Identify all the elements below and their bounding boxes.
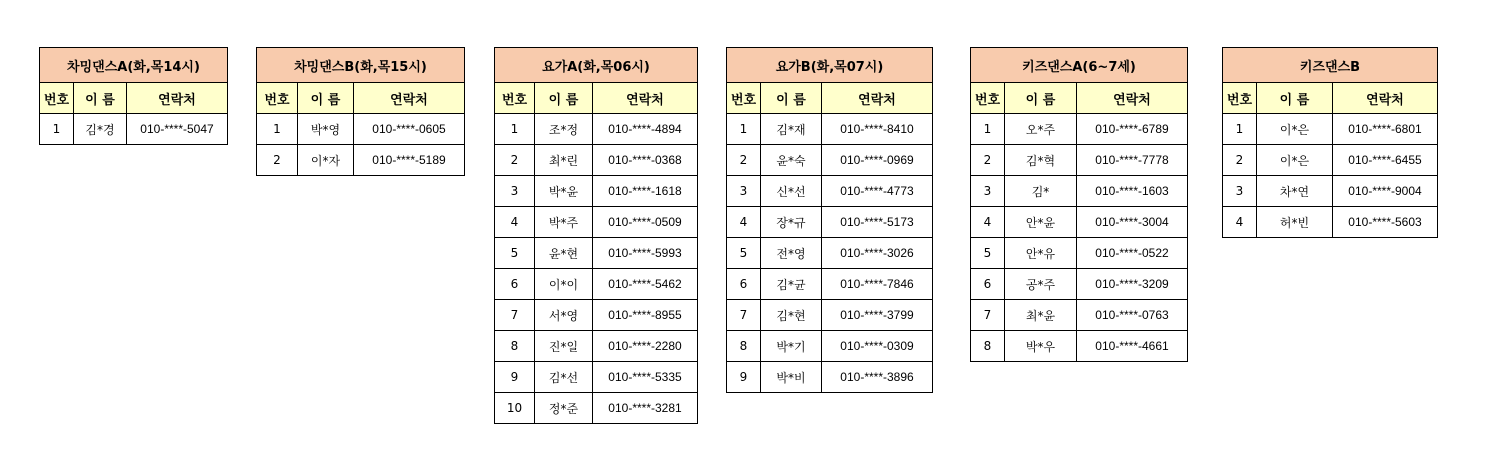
cell-name: 박*비 xyxy=(761,362,822,393)
cell-contact: 010-****-7846 xyxy=(822,269,933,300)
cell-contact: 010-****-6455 xyxy=(1333,145,1438,176)
cell-name: 김* xyxy=(1005,176,1077,207)
table-row xyxy=(1223,176,1438,207)
table-title: 키즈댄스B xyxy=(1223,48,1438,83)
cell-number: 8 xyxy=(495,331,535,362)
cell-number: 8 xyxy=(727,331,761,362)
class-table xyxy=(39,47,228,145)
cell-contact: 010-****-1618 xyxy=(593,176,698,207)
cell-contact: 010-****-8955 xyxy=(593,300,698,331)
header-name: 이 름 xyxy=(761,83,822,114)
header-contact: 연락처 xyxy=(822,83,933,114)
table-row xyxy=(727,331,933,362)
cell-number: 3 xyxy=(971,176,1005,207)
table-row xyxy=(495,207,698,238)
cell-number: 4 xyxy=(971,207,1005,238)
cell-contact: 010-****-9004 xyxy=(1333,176,1438,207)
cell-number: 2 xyxy=(727,145,761,176)
table-row xyxy=(40,114,228,145)
cell-name: 박*기 xyxy=(761,331,822,362)
cell-name: 전*영 xyxy=(761,238,822,269)
table-row xyxy=(1223,207,1438,238)
cell-number: 3 xyxy=(1223,176,1257,207)
table-row xyxy=(495,238,698,269)
cell-number: 2 xyxy=(971,145,1005,176)
table-row xyxy=(727,145,933,176)
class-table xyxy=(1222,47,1438,238)
table-row xyxy=(495,300,698,331)
cell-contact: 010-****-8410 xyxy=(822,114,933,145)
header-name: 이 름 xyxy=(535,83,593,114)
table-row xyxy=(971,114,1188,145)
cell-contact: 010-****-0605 xyxy=(354,114,465,145)
cell-name: 안*윤 xyxy=(1005,207,1077,238)
header-number: 번호 xyxy=(971,83,1005,114)
table-title: 키즈댄스A(6~7세) xyxy=(971,48,1188,83)
cell-contact: 010-****-6789 xyxy=(1077,114,1188,145)
class-table xyxy=(256,47,465,176)
cell-name: 정*준 xyxy=(535,393,593,424)
cell-contact: 010-****-5993 xyxy=(593,238,698,269)
cell-number: 1 xyxy=(971,114,1005,145)
table-title: 차밍댄스A(화,목14시) xyxy=(40,48,228,83)
table-row xyxy=(727,114,933,145)
table-row xyxy=(971,331,1188,362)
cell-number: 8 xyxy=(971,331,1005,362)
table-row xyxy=(495,269,698,300)
cell-name: 윤*숙 xyxy=(761,145,822,176)
table-row xyxy=(495,114,698,145)
table-row xyxy=(971,300,1188,331)
table-row xyxy=(971,269,1188,300)
header-contact: 연락처 xyxy=(354,83,465,114)
cell-name: 박*우 xyxy=(1005,331,1077,362)
cell-name: 서*영 xyxy=(535,300,593,331)
cell-number: 5 xyxy=(727,238,761,269)
cell-contact: 010-****-1603 xyxy=(1077,176,1188,207)
cell-number: 7 xyxy=(971,300,1005,331)
header-number: 번호 xyxy=(40,83,74,114)
cell-number: 2 xyxy=(495,145,535,176)
cell-contact: 010-****-0522 xyxy=(1077,238,1188,269)
cell-name: 김*선 xyxy=(535,362,593,393)
table-row xyxy=(1223,145,1438,176)
cell-number: 3 xyxy=(495,176,535,207)
cell-contact: 010-****-0368 xyxy=(593,145,698,176)
cell-name: 차*연 xyxy=(1257,176,1333,207)
table-title: 차밍댄스B(화,목15시) xyxy=(257,48,465,83)
cell-name: 김*재 xyxy=(761,114,822,145)
cell-name: 허*빈 xyxy=(1257,207,1333,238)
cell-contact: 010-****-3026 xyxy=(822,238,933,269)
header-number: 번호 xyxy=(727,83,761,114)
cell-contact: 010-****-5335 xyxy=(593,362,698,393)
cell-number: 10 xyxy=(495,393,535,424)
class-table xyxy=(726,47,933,393)
cell-name: 김*현 xyxy=(761,300,822,331)
cell-contact: 010-****-0763 xyxy=(1077,300,1188,331)
cell-contact: 010-****-4773 xyxy=(822,176,933,207)
cell-name: 박*윤 xyxy=(535,176,593,207)
cell-name: 최*윤 xyxy=(1005,300,1077,331)
cell-contact: 010-****-0309 xyxy=(822,331,933,362)
cell-number: 1 xyxy=(257,114,298,145)
cell-name: 이*은 xyxy=(1257,114,1333,145)
cell-number: 9 xyxy=(727,362,761,393)
cell-number: 6 xyxy=(727,269,761,300)
cell-contact: 010-****-7778 xyxy=(1077,145,1188,176)
cell-name: 김*경 xyxy=(74,114,127,145)
table-row xyxy=(727,176,933,207)
cell-contact: 010-****-0509 xyxy=(593,207,698,238)
table-row xyxy=(1223,114,1438,145)
cell-name: 최*린 xyxy=(535,145,593,176)
cell-name: 김*혁 xyxy=(1005,145,1077,176)
header-contact: 연락처 xyxy=(1333,83,1438,114)
class-table xyxy=(970,47,1188,362)
cell-name: 진*일 xyxy=(535,331,593,362)
cell-contact: 010-****-3896 xyxy=(822,362,933,393)
cell-name: 조*정 xyxy=(535,114,593,145)
header-name: 이 름 xyxy=(74,83,127,114)
cell-contact: 010-****-5189 xyxy=(354,145,465,176)
header-contact: 연락처 xyxy=(1077,83,1188,114)
cell-contact: 010-****-5173 xyxy=(822,207,933,238)
cell-contact: 010-****-4661 xyxy=(1077,331,1188,362)
cell-name: 안*유 xyxy=(1005,238,1077,269)
cell-contact: 010-****-3209 xyxy=(1077,269,1188,300)
cell-number: 2 xyxy=(257,145,298,176)
cell-name: 박*주 xyxy=(535,207,593,238)
cell-contact: 010-****-3799 xyxy=(822,300,933,331)
cell-name: 이*은 xyxy=(1257,145,1333,176)
cell-contact: 010-****-5462 xyxy=(593,269,698,300)
cell-number: 4 xyxy=(1223,207,1257,238)
header-name: 이 름 xyxy=(1257,83,1333,114)
cell-contact: 010-****-5047 xyxy=(127,114,228,145)
header-contact: 연락처 xyxy=(593,83,698,114)
cell-name: 신*선 xyxy=(761,176,822,207)
cell-number: 5 xyxy=(495,238,535,269)
header-name: 이 름 xyxy=(298,83,354,114)
cell-contact: 010-****-2280 xyxy=(593,331,698,362)
header-name: 이 름 xyxy=(1005,83,1077,114)
table-row xyxy=(495,393,698,424)
cell-contact: 010-****-5603 xyxy=(1333,207,1438,238)
header-number: 번호 xyxy=(1223,83,1257,114)
table-row xyxy=(971,176,1188,207)
table-row xyxy=(971,207,1188,238)
table-row xyxy=(727,362,933,393)
cell-number: 5 xyxy=(971,238,1005,269)
cell-name: 공*주 xyxy=(1005,269,1077,300)
header-number: 번호 xyxy=(495,83,535,114)
cell-number: 1 xyxy=(727,114,761,145)
cell-contact: 010-****-0969 xyxy=(822,145,933,176)
cell-name: 이*자 xyxy=(298,145,354,176)
cell-name: 윤*현 xyxy=(535,238,593,269)
cell-number: 1 xyxy=(1223,114,1257,145)
class-table xyxy=(494,47,698,424)
table-row xyxy=(727,300,933,331)
cell-contact: 010-****-3004 xyxy=(1077,207,1188,238)
cell-number: 9 xyxy=(495,362,535,393)
table-row xyxy=(495,145,698,176)
table-row xyxy=(495,331,698,362)
table-title: 요가A(화,목06시) xyxy=(495,48,698,83)
cell-number: 1 xyxy=(40,114,74,145)
cell-contact: 010-****-3281 xyxy=(593,393,698,424)
cell-number: 7 xyxy=(727,300,761,331)
cell-name: 박*영 xyxy=(298,114,354,145)
table-title: 요가B(화,목07시) xyxy=(727,48,933,83)
table-row xyxy=(727,269,933,300)
table-row xyxy=(727,207,933,238)
cell-number: 3 xyxy=(727,176,761,207)
cell-name: 김*균 xyxy=(761,269,822,300)
header-number: 번호 xyxy=(257,83,298,114)
cell-number: 7 xyxy=(495,300,535,331)
table-row xyxy=(495,176,698,207)
table-row xyxy=(495,362,698,393)
cell-number: 1 xyxy=(495,114,535,145)
cell-contact: 010-****-4894 xyxy=(593,114,698,145)
cell-number: 4 xyxy=(727,207,761,238)
table-row xyxy=(257,114,465,145)
cell-number: 6 xyxy=(971,269,1005,300)
cell-name: 오*주 xyxy=(1005,114,1077,145)
cell-name: 장*규 xyxy=(761,207,822,238)
cell-number: 2 xyxy=(1223,145,1257,176)
header-contact: 연락처 xyxy=(127,83,228,114)
cell-name: 이*이 xyxy=(535,269,593,300)
table-row xyxy=(257,145,465,176)
table-row xyxy=(971,238,1188,269)
cell-number: 6 xyxy=(495,269,535,300)
table-row xyxy=(971,145,1188,176)
cell-contact: 010-****-6801 xyxy=(1333,114,1438,145)
table-row xyxy=(727,238,933,269)
cell-number: 4 xyxy=(495,207,535,238)
